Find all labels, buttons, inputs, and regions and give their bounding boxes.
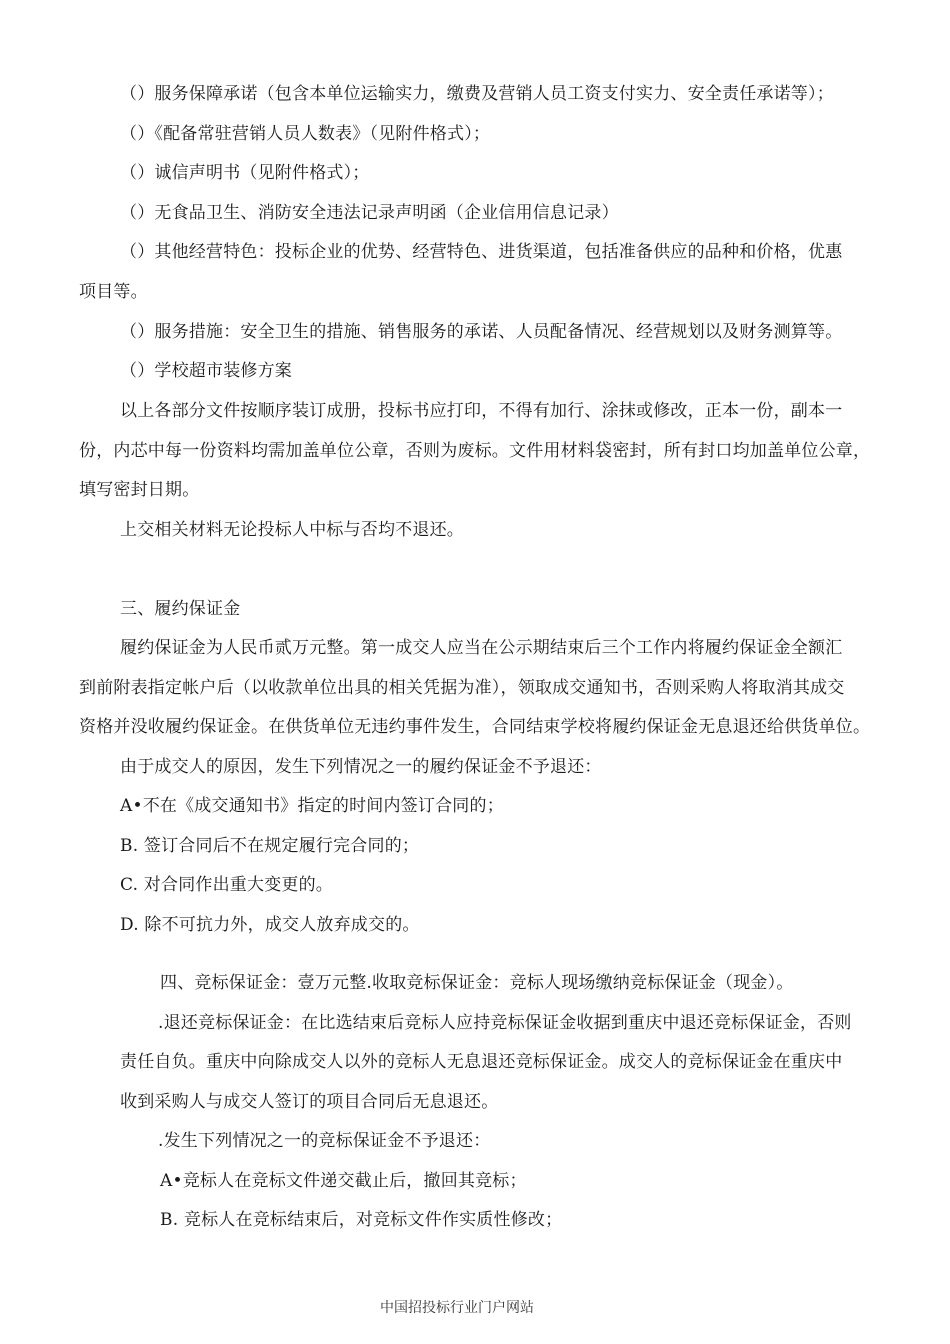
list-item: A•竞标人在竞标文件递交截止后，撤回其竞标； — [160, 1171, 527, 1191]
paragraph-line: 履约保证金为人民币贰万元整。第一成交人应当在公示期结束后三个工作内将履约保证金全额汇 — [120, 638, 843, 658]
paragraph-line: 上交相关材料无论投标人中标与否均不退还。 — [120, 520, 464, 540]
page-footer: 中国招投标行业门户网站 — [380, 1300, 534, 1316]
paragraph-line: 份，内芯中每一份资料均需加盖单位公章，否则为废标。文件用材料袋密封，所有封口均加盖单位公章， — [79, 441, 871, 461]
paragraph-line: 以上各部分文件按顺序装订成册，投标书应打印，不得有加行、涂抹或修改，正本一份，副本一 — [120, 401, 843, 421]
list-item: B. 签订合同后不在规定履行完合同的； — [120, 836, 420, 856]
list-item: （）无食品卫生、消防安全违法记录声明函（企业信用信息记录） — [120, 203, 619, 223]
paragraph-line: 到前附表指定帐户后（以收款单位出具的相关凭据为准），领取成交通知书，否则采购人将取消其成交 — [79, 678, 845, 698]
list-item: （）服务措施：安全卫生的措施、销售服务的承诺、人员配备情况、经营规划以及财务测算等。 — [120, 322, 843, 342]
paragraph-line: 填写密封日期。 — [79, 480, 200, 500]
paragraph-line: 资格并没收履约保证金。在供货单位无违约事件发生，合同结束学校将履约保证金无息退还给供货单位。 — [79, 717, 871, 737]
list-item: （）其他经营特色：投标企业的优势、经营特色、进货渠道，包括准备供应的品种和价格，优惠 — [120, 242, 843, 262]
list-item: B. 竞标人在竞标结束后，对竞标文件作实质性修改； — [160, 1210, 563, 1230]
section-heading: 三、履约保证金 — [120, 599, 241, 619]
paragraph-line: 收到采购人与成交人签订的项目合同后无息退还。 — [120, 1092, 499, 1112]
list-item: （）《配备常驻营销人员人数表》（见附件格式）； — [120, 124, 491, 144]
section-heading: 四、竞标保证金：壹万元整.收取竞标保证金：竞标人现场缴纳竞标保证金（现金）。 — [160, 973, 794, 993]
list-item-continuation: 项目等。 — [79, 282, 148, 302]
list-item: A•不在《成交通知书》指定的时间内签订合同的； — [120, 796, 504, 816]
paragraph-line: 由于成交人的原因，发生下列情况之一的履约保证金不予退还： — [120, 757, 602, 777]
list-item: D. 除不可抗力外，成交人放弃成交的。 — [120, 915, 420, 935]
paragraph-line: .退还竞标保证金：在比选结束后竞标人应持竞标保证金收据到重庆中退还竞标保证金，否则 — [158, 1013, 852, 1033]
list-item: C. 对合同作出重大变更的。 — [120, 875, 334, 895]
paragraph-line: 责任自负。重庆中向除成交人以外的竞标人无息退还竞标保证金。成交人的竞标保证金在重庆中 — [120, 1052, 843, 1072]
list-item: （）服务保障承诺（包含本单位运输实力，缴费及营销人员工资支付实力、安全责任承诺等）； — [120, 84, 834, 104]
paragraph-line: .发生下列情况之一的竞标保证金不予退还： — [158, 1131, 491, 1151]
list-item: （）诚信声明书（见附件格式）； — [120, 163, 370, 183]
list-item: （）学校超市装修方案 — [120, 361, 292, 381]
